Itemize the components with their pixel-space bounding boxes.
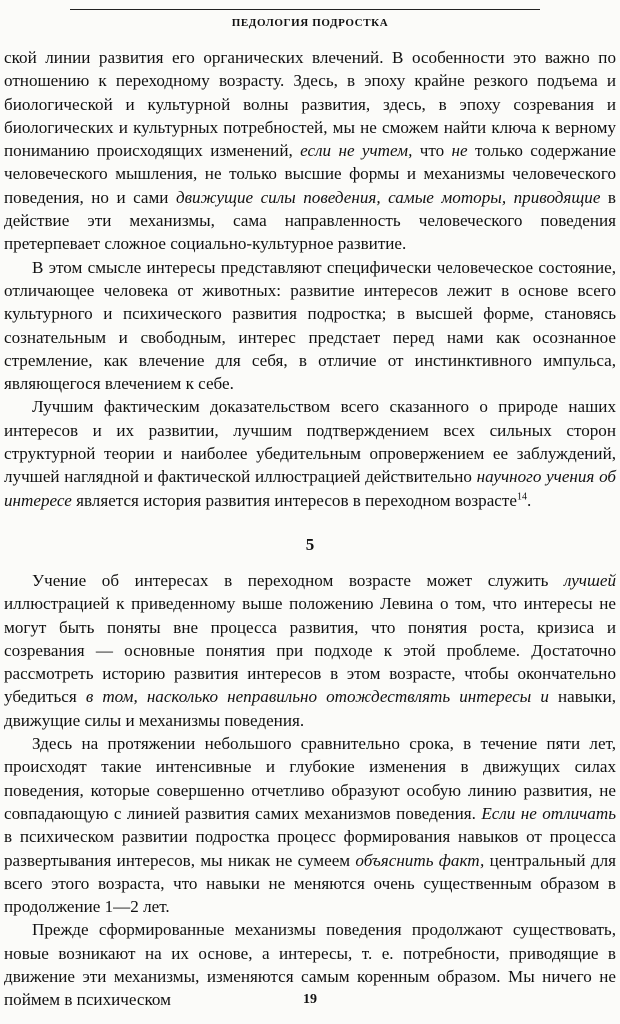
p4-italic-d: в том, насколько неправильно отождествлять интересы и [85, 687, 549, 707]
p3-italic-b: научного учения об интересе [4, 467, 616, 510]
section-5 [4, 535, 616, 1012]
p1-text-e: только содержание человеческого мышления, не только высшие формы и механизмы человеческого поведения, но и сами [4, 141, 617, 207]
p4-text-e: навыки, движущие силы и механизмы поведения. [4, 687, 616, 730]
p4-italic-b: лучшей [563, 571, 616, 590]
footnote-marker: 14 [516, 490, 527, 502]
running-title: ПЕДОЛОГИЯ ПОДРОСТКА [231, 17, 389, 29]
p1-text-c: что [412, 141, 452, 161]
paragraph-6: Прежде сформированные механизмы поведения продолжают существовать, новые возникают на их основе, а интересы, т. е. потребности, приводящие в движение эти механизмы, изменяются самым коренным образом. Мы ничего не поймем в психическом [4, 920, 616, 1010]
p1-italic-d: не [451, 141, 468, 161]
section-number: 5 [305, 535, 315, 554]
paragraph-3 [4, 395, 616, 511]
paragraph-1 [4, 46, 616, 256]
p1-text-a: ской линии развития его органических влечений. В особенности это важно по отношению к переходному возрасту. Здесь, в эпоху крайне резкого подъема и биологической и культурной волны развития, здесь, в эпоху созревания и биологических и культурных потребностей, мы не сможем найти ключа к верному пониманию происходящих изменений, [4, 48, 616, 161]
paragraph-2: В этом смысле интересы представляют специфически человеческое состояние, отличающее человека от животных: развитие интересов лежит в основе всего культурного и психического развития подростка; в высшей форме, становясь сознательным и свободным, интерес предстает перед нами как осознанное стремление, как влечение для себя, в отличие от инстинктивного импульса, являющегося влечением к себе. [4, 257, 616, 394]
paragraph-5 [4, 732, 616, 918]
p5-text-a: Здесь на протяжении небольшого сравнительно срока, в течение пяти лет, происходят такие интенсивные и глубокие изменения в движущих силах поведения, которые совершенно отчетливо образуют особую линию развития, не совпадающую с линией развития самих механизмов поведения. [4, 734, 616, 823]
section-4-text [4, 46, 616, 512]
p3-text-end: . [526, 490, 532, 510]
paragraph-4 [4, 569, 616, 732]
p4-text-c: иллюстрацией к приведенному выше положению Левина о том, что интересы не могут быть поняты вне процесса развития, что понятия роста, кризиса и созревания — основные понятия при подходе к этой проблеме. Достаточно рассмотреть историю развития интересов в этом возрасте, чтобы окончательно убедиться [4, 594, 616, 707]
page-number: 19 [303, 992, 317, 1007]
p5-italic-d: объяснить факт, [355, 850, 485, 870]
p5-italic-b: Если не отличать [481, 803, 616, 823]
p1-italic-f: движущие силы поведения, самые моторы, приводящие [175, 187, 601, 207]
p5-text-c: в психическом развитии подростка процесс формирования навыков от процесса развертывания интересов, мы никак не сумеем [4, 827, 616, 870]
p1-text-g: в действие эти механизмы, сама направленность человеческого поведения претерпевает сложное социально-культурное развитие. [4, 187, 616, 254]
p3-text-a: Лучшим фактическим доказательством всего сказанного о природе наших интересов и их развитии, лучшим подтверждением всех сильных сторон структурной теории и наиболее убедительным опровержением ее заблуждений, лучшей наглядной и фактической иллюстрацией действительно [4, 397, 616, 487]
p1-italic-b: если не учтем, [300, 141, 413, 161]
p5-text-e: центральный для всего этого возраста, что навыки не меняются очень существенным образом в продолжение 1—2 лет. [4, 850, 616, 917]
header-rule [70, 9, 540, 10]
p4-text-a: Учение об интересах в переходном возрасте может служить [32, 571, 564, 590]
p3-text-c: является история развития интересов в переходном возрасте [71, 490, 517, 510]
